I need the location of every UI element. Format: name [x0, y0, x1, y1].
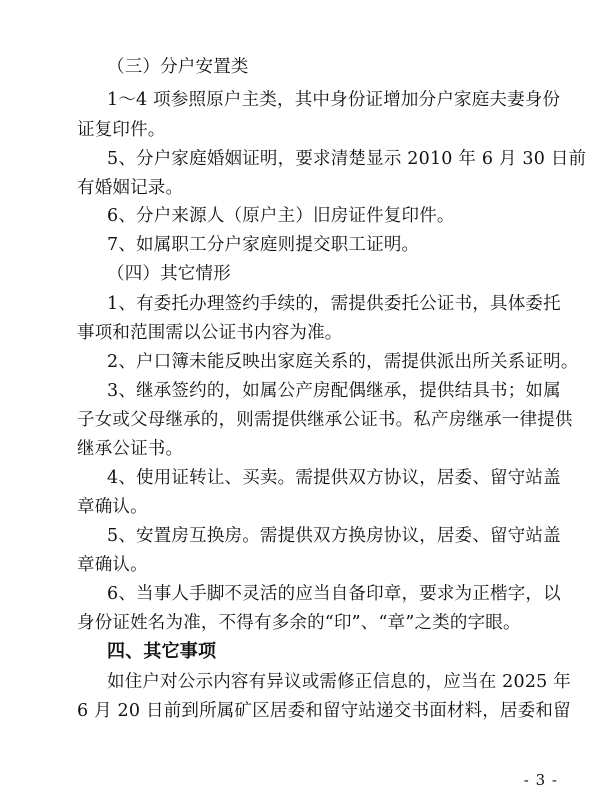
- paragraph-line: 身份证姓名为准，不得有多余的“印”、“章”之类的字眼。: [77, 613, 521, 633]
- paragraph-line: 7、如属职工分户家庭则提交职工证明。: [107, 235, 420, 255]
- section-heading-household-split: （三）分户安置类: [107, 57, 249, 77]
- paragraph-line: 章确认。: [77, 497, 148, 517]
- paragraph-line: 如住户对公示内容有异议或需修正信息的，应当在 2025 年: [107, 672, 571, 692]
- paragraph-line: 证复印件。: [77, 120, 166, 140]
- paragraph-line: 章确认。: [77, 555, 148, 575]
- section-heading-other-matters: 四、其它事项: [107, 641, 217, 662]
- paragraph-line: 4、使用证转让、买卖。需提供双方协议，居委、留守站盖: [107, 468, 561, 488]
- section-heading-other-cases: （四）其它情形: [107, 264, 231, 284]
- paragraph-line: 事项和范围需以公证书内容为准。: [77, 323, 343, 343]
- paragraph-line: 1、有委托办理签约手续的，需提供委托公证书，具体委托: [107, 294, 561, 314]
- paragraph-line: 3、继承签约的，如属公产房配偶继承，提供结具书；如属: [107, 381, 561, 401]
- paragraph-line: 继承公证书。: [77, 439, 184, 459]
- page-number: - 3 -: [523, 771, 558, 789]
- paragraph-line: 5、分户家庭婚姻证明，要求清楚显示 2010 年 6 月 30 日前: [107, 149, 587, 169]
- paragraph-line: 6 月 20 日前到所属矿区居委和留守站递交书面材料，居委和留: [77, 701, 571, 721]
- paragraph-line: 6、当事人手脚不灵活的应当自备印章，要求为正楷字，以: [107, 584, 561, 604]
- paragraph-line: 5、安置房互换房。需提供双方换房协议，居委、留守站盖: [107, 526, 561, 546]
- paragraph-line: 2、户口簿未能反映出家庭关系的，需提供派出所关系证明。: [107, 352, 579, 372]
- paragraph-line: 有婚姻记录。: [77, 178, 184, 198]
- paragraph-line: 1～4 项参照原户主类，其中身份证增加分户家庭夫妻身份: [107, 90, 561, 110]
- paragraph-line: 子女或父母继承的，则需提供继承公证书。私产房继承一律提供: [77, 410, 573, 430]
- paragraph-line: 6、分户来源人（原户主）旧房证件复印件。: [107, 206, 455, 226]
